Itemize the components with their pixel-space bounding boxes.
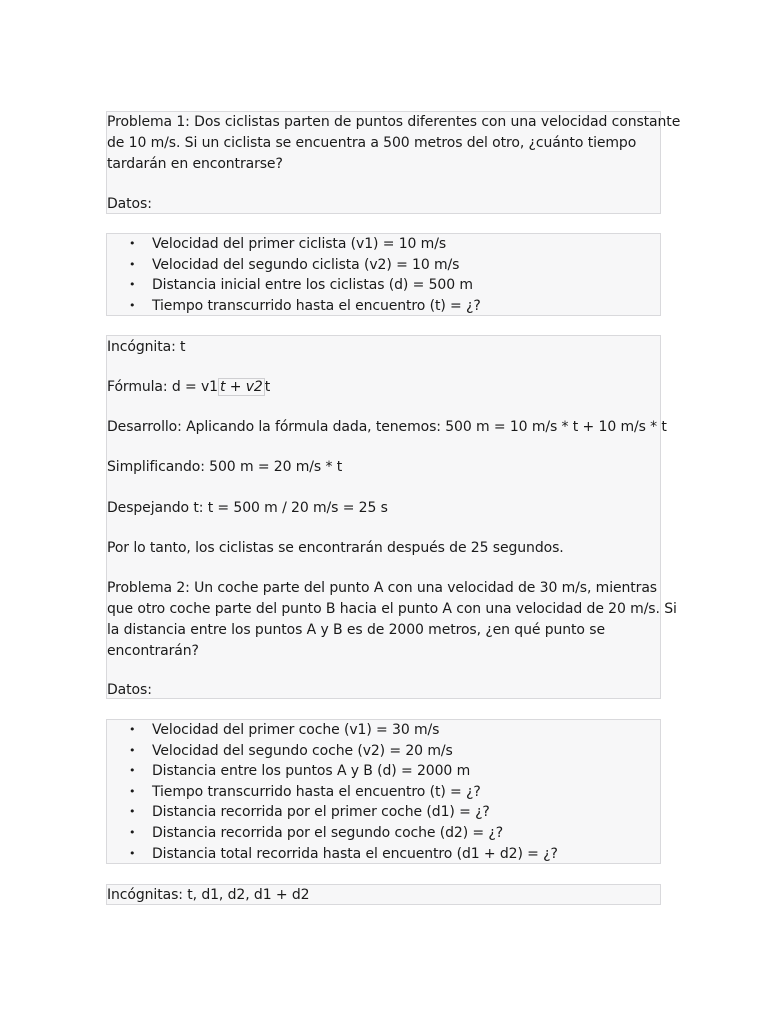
despejando-line: Despejando t: t = 500 m / 20 m/s = 25 s [107, 500, 388, 516]
problem-2-line-4: encontrarán? [107, 643, 199, 659]
list-item [107, 296, 481, 317]
bullet-icon: • [129, 825, 136, 839]
desarrollo-line: Desarrollo: Aplicando la fórmula dada, tenemos: 500 m = 10 m/s * t + 10 m/s * t [107, 419, 667, 435]
problem-2-line-3: la distancia entre los puntos A y B es de 2000 metros, ¿en qué punto se [107, 622, 605, 638]
data-list-2-block [106, 719, 661, 864]
problem-1-line-1: Problema 1: Dos ciclistas parten de puntos diferentes con una velocidad constante [107, 114, 681, 130]
incognitas-line: Incógnitas: t, d1, d2, d1 + d2 [107, 887, 310, 903]
datos-label-1: Datos: [107, 196, 152, 212]
list-item [107, 720, 558, 741]
bullet-icon: • [129, 784, 136, 798]
list-item-text: Velocidad del segundo coche (v2) = 20 m/s [152, 742, 453, 759]
formula-italic-term: t + v2 [220, 379, 263, 395]
list-item-text: Distancia total recorrida hasta el encuentro (d1 + d2) = ¿? [152, 845, 558, 862]
problem-1-line-3: tardarán en encontrarse? [107, 156, 283, 172]
list-item [107, 823, 558, 844]
list-item [107, 255, 481, 276]
formula-line [107, 377, 270, 398]
problem-1-line-2: de 10 m/s. Si un ciclista se encuentra a 500 metros del otro, ¿cuánto tiempo [107, 135, 637, 151]
incognita-line: Incógnita: t [107, 339, 186, 355]
problem-1-block [106, 111, 681, 214]
conclusion-line: Por lo tanto, los ciclistas se encontrarán después de 25 segundos. [107, 540, 564, 556]
data-list-1 [107, 234, 481, 316]
list-item-text: Tiempo transcurrido hasta el encuentro (t) = ¿? [152, 297, 481, 314]
bullet-icon: • [129, 846, 136, 860]
bullet-icon: • [129, 805, 136, 819]
solution-block [106, 335, 677, 699]
list-item [107, 234, 481, 255]
list-item-text: Distancia recorrida por el primer coche (d1) = ¿? [152, 804, 490, 821]
list-item-text: Velocidad del primer ciclista (v1) = 10 m/s [152, 236, 447, 252]
list-item [107, 782, 558, 803]
list-item [107, 844, 558, 865]
list-item-text: Distancia recorrida por el segundo coche (d2) = ¿? [152, 824, 504, 841]
bullet-icon: • [129, 723, 136, 736]
bullet-icon: • [129, 257, 136, 271]
list-item-text: Distancia entre los puntos A y B (d) = 2000 m [152, 763, 471, 780]
problem-2-line-2: que otro coche parte del punto B hacia el punto A con una velocidad de 20 m/s. Si [107, 601, 677, 617]
formula-suffix: t [264, 379, 271, 395]
simplificando-line: Simplificando: 500 m = 20 m/s * t [107, 459, 343, 475]
problem-2-line-1: Problema 2: Un coche parte del punto A con una velocidad de 30 m/s, mientras [107, 580, 657, 596]
data-list-2 [107, 720, 558, 864]
formula-prefix: Fórmula: d = v1 [107, 379, 218, 395]
bullet-icon: • [129, 298, 136, 312]
list-item [107, 802, 558, 823]
list-item-text: Velocidad del segundo ciclista (v2) = 10 m/s [152, 256, 460, 273]
incognitas-block [106, 884, 661, 905]
datos-label-2: Datos: [107, 682, 152, 698]
data-list-1-block [106, 233, 661, 316]
list-item [107, 275, 481, 296]
list-item-text: Distancia inicial entre los ciclistas (d) = 500 m [152, 277, 473, 294]
bullet-icon: • [129, 278, 136, 292]
list-item [107, 741, 558, 762]
list-item-text: Velocidad del primer coche (v1) = 30 m/s [152, 722, 440, 738]
list-item [107, 761, 558, 782]
bullet-icon: • [129, 743, 136, 757]
bullet-icon: • [129, 764, 136, 778]
bullet-icon: • [129, 237, 136, 250]
list-item-text: Tiempo transcurrido hasta el encuentro (t) = ¿? [152, 783, 481, 800]
